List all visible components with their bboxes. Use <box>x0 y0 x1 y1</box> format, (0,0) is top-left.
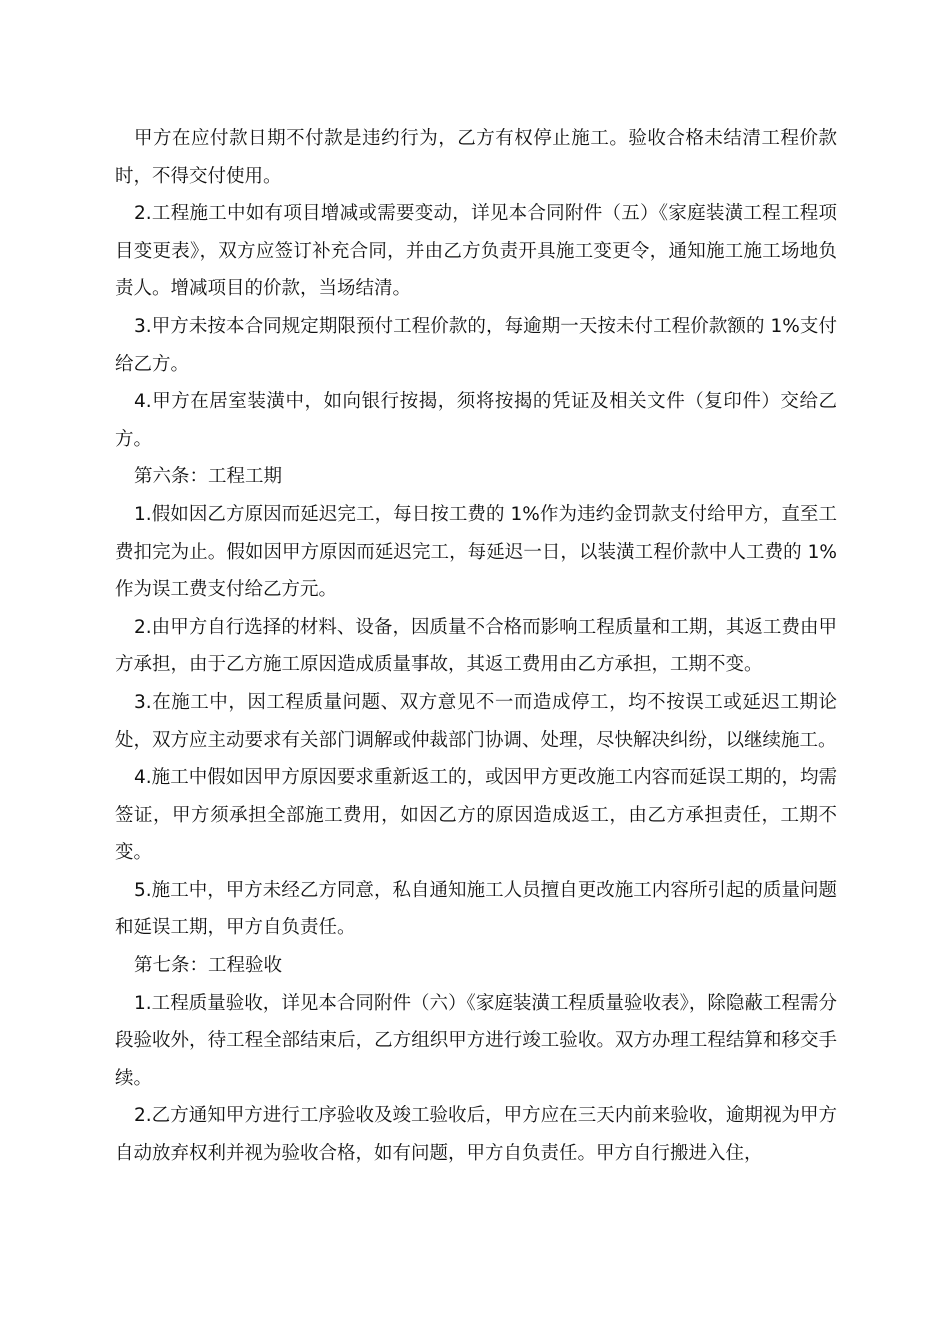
paragraph-dispute: 3.在施工中，因工程质量问题、双方意见不一而造成停工，均不按误工或延迟工期论处，双方应主动要求有关部门调解或仲裁部门协调、处理，尽快解决纠纷，以继续施工。 <box>115 691 837 751</box>
paragraph-material-quality: 2.由甲方自行选择的材料、设备，因质量不合格而影响工程质量和工期，其返工费由甲方承担，由于乙方施工原因造成质量事故，其返工费用由乙方承担，工期不变。 <box>115 616 837 676</box>
paragraph-rework: 4.施工中假如因甲方原因要求重新返工的，或因甲方更改施工内容而延误工期的，均需签证，甲方须承担全部施工费用，如因乙方的原因造成返工，由乙方承担责任，工期不变。 <box>115 767 837 864</box>
paragraph-project-change: 2.工程施工中如有项目增减或需要变动，详见本合同附件（五）《家庭装潢工程工程项目变更表》，双方应签订补充合同，并由乙方负责开具施工变更令，通知施工施工场地负责人。增减项目的价款，当场结清。 <box>115 203 837 300</box>
paragraph-mortgage: 4.甲方在居室装潢中，如向银行按揭，须将按揭的凭证及相关文件（复印件）交给乙方。 <box>115 391 837 450</box>
paragraph-payment-default: 甲方在应付款日期不付款是违约行为，乙方有权停止施工。验收合格未结清工程价款时，不得交付使用。 <box>115 128 837 187</box>
section-heading-article-6: 第六条：工程工期 <box>134 466 283 488</box>
paragraph-quality-acceptance: 1.工程质量验收，详见本合同附件（六）《家庭装潢工程质量验收表》，除隐蔽工程需分段验收外，待工程全部结束后，乙方组织甲方进行竣工验收。双方办理工程结算和移交手续。 <box>115 992 837 1089</box>
paragraph-unauthorized-change: 5.施工中，甲方未经乙方同意，私自通知施工人员擅自更改施工内容所引起的质量问题和延误工期，甲方自负责任。 <box>115 879 837 939</box>
document-page <box>115 120 837 1173</box>
section-heading-article-7: 第七条：工程验收 <box>134 955 283 977</box>
paragraph-acceptance-notice: 2.乙方通知甲方进行工序验收及竣工验收后，甲方应在三天内前来验收，逾期视为甲方自动放弃权利并视为验收合格，如有问题，甲方自负责任。甲方自行搬进入住， <box>115 1105 837 1165</box>
paragraph-delay-penalty: 1.假如因乙方原因而延迟完工，每日按工费的 1%作为违约金罚款支付给甲方，直至工费扣完为止。假如因甲方原因而延迟完工，每延迟一日，以装潢工程价款中人工费的 1%作为误工费支付给乙方元。 <box>115 503 837 601</box>
paragraph-late-prepayment: 3.甲方未按本合同规定期限预付工程价款的，每逾期一天按未付工程价款额的 1%支付给乙方。 <box>115 315 837 375</box>
